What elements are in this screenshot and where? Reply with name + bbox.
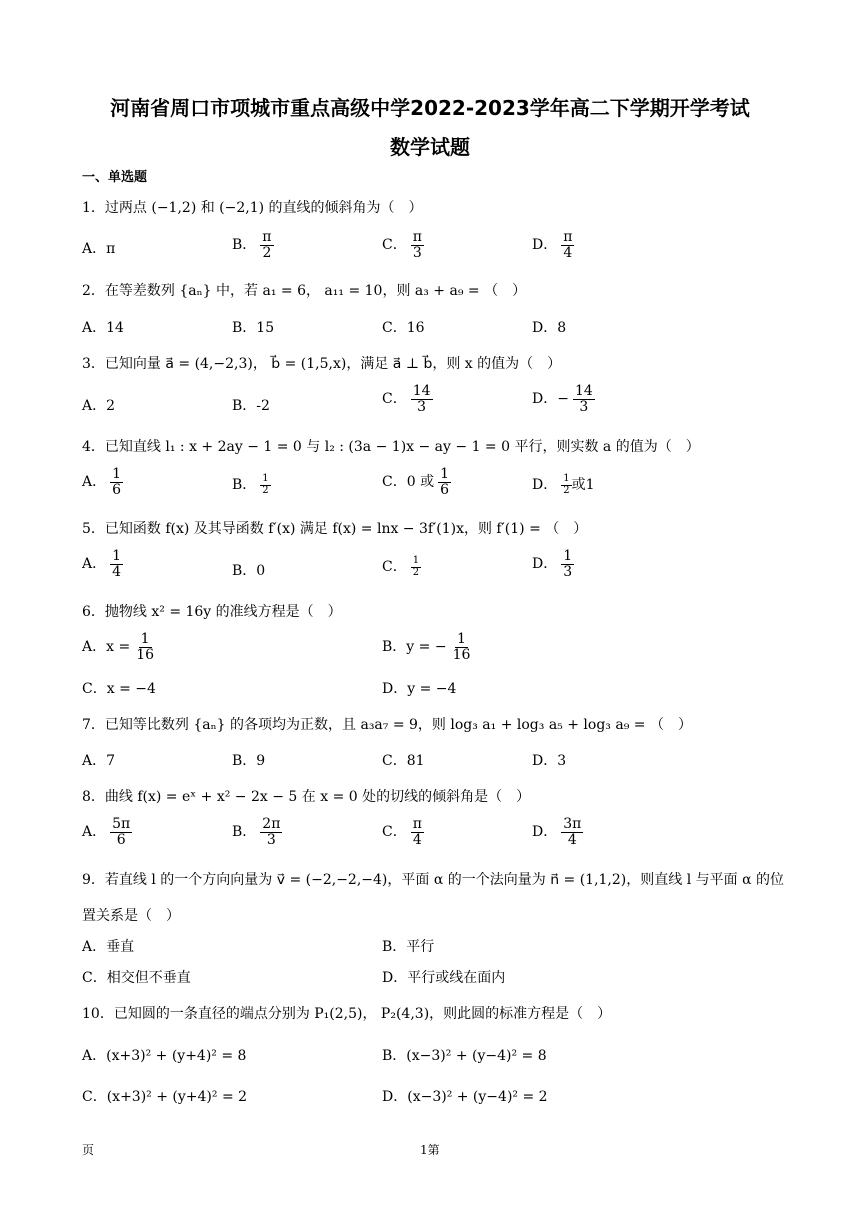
question-2-option-c: C．16: [382, 320, 425, 336]
question-5-option-a: A． $\frac{1}{4}$: [82, 548, 122, 580]
question-8-option-d: D． $\frac{3\pi}{4}$: [532, 816, 582, 848]
question-7-option-c: C．81: [382, 753, 425, 769]
question-1-stem: 1．过两点 (−1,2) 和 (−2,1) 的直线的倾斜角为（ ）: [82, 200, 423, 216]
question-3-option-d: D．− $\frac{14}{3}$: [532, 383, 593, 415]
question-8-option-c: C． $\frac{\pi}{4}$: [382, 816, 422, 848]
question-2-stem: 2．在等差数列 {aₙ} 中，若 a₁ = 6， a₁₁ = 10，则 a₃ + a₉ = （ ）: [82, 283, 527, 299]
question-1-option-a: A．π: [82, 241, 116, 257]
question-10-option-c: C．(x+3)² + (y+4)² = 2: [82, 1089, 248, 1105]
question-9-option-b: B．平行: [382, 939, 435, 955]
question-3-option-b: B．-2: [232, 398, 270, 414]
question-5-stem: 5．已知函数 f(x) 及其导函数 f′(x) 满足 f(x) = lnx − 3f′(1)x，则 f′(1) = （ ）: [82, 521, 588, 537]
question-1-option-c: C． $\frac{\pi}{3}$: [382, 229, 422, 261]
question-7-stem: 7．已知等比数列 {aₙ} 的各项均为正数，且 a₃a₇ = 9，则 log₃ a₁ + log₃ a₅ + log₃ a₉ = （ ）: [82, 717, 692, 733]
footer-page-number: 1第: [420, 1143, 440, 1157]
question-2-option-d: D．8: [532, 320, 567, 336]
question-6-option-d: D．y = −4: [382, 681, 457, 697]
question-9-option-c: C．相交但不垂直: [82, 970, 191, 986]
question-7-option-b: B．9: [232, 753, 266, 769]
question-3-option-c: C． $\frac{14}{3}$: [382, 383, 431, 415]
question-5-option-c: C． $\frac{1}{2}$: [382, 555, 420, 578]
question-4-option-d: D． $\frac{1}{2}$ 或1: [532, 473, 595, 496]
question-4-option-c: C．0 或 $\frac{1}{6}$: [382, 466, 449, 498]
question-10-stem: 10．已知圆的一条直径的端点分别为 P₁(2,5)， P₂(4,3)，则此圆的标准方程是（ ）: [82, 1006, 612, 1022]
question-2-option-a: A．14: [82, 320, 124, 336]
question-1-option-d: D． $\frac{\pi}{4}$: [532, 229, 573, 261]
question-3-stem: 3．已知向量 a⃗ = (4,−2,3)， b⃗ = (1,5,x)，满足 a⃗ ⊥ b⃗，则 x 的值为（ ）: [82, 356, 562, 372]
document-subtitle: 数学试题: [390, 135, 470, 159]
section-heading: 一、单选题: [82, 170, 148, 185]
question-6-option-b: B．y = − $\frac{1}{16}$: [382, 631, 471, 663]
question-6-option-a: A．x = $\frac{1}{16}$: [82, 631, 155, 663]
question-6-option-c: C．x = −4: [82, 681, 156, 697]
question-9-stem-continued: 置关系是（ ）: [82, 908, 180, 924]
question-10-option-d: D．(x−3)² + (y−4)² = 2: [382, 1089, 548, 1105]
footer-left: 页: [82, 1143, 95, 1157]
question-4-option-a: A． $\frac{1}{6}$: [82, 466, 122, 498]
question-10-option-b: B．(x−3)² + (y−4)² = 8: [382, 1048, 547, 1064]
question-8-option-a: A． $\frac{5\pi}{6}$: [82, 816, 131, 848]
question-5-option-b: B．0: [232, 563, 266, 579]
question-8-option-b: B． $\frac{2\pi}{3}$: [232, 816, 281, 848]
question-9-option-d: D．平行或线在面内: [382, 970, 506, 986]
question-4-option-b: B． $\frac{1}{2}$: [232, 473, 269, 496]
question-7-option-a: A．7: [82, 753, 116, 769]
question-3-option-a: A．2: [82, 398, 116, 414]
question-6-stem: 6．抛物线 x² = 16y 的准线方程是（ ）: [82, 604, 342, 620]
question-2-option-b: B．15: [232, 320, 275, 336]
question-9-option-a: A．垂直: [82, 939, 135, 955]
question-7-option-d: D．3: [532, 753, 567, 769]
document-title: 河南省周口市项城市重点高级中学2022-2023学年高二下学期开学考试: [110, 96, 750, 120]
question-1-option-b: B． $\frac{\pi}{2}$: [232, 229, 272, 261]
question-4-stem: 4．已知直线 l₁ : x + 2ay − 1 = 0 与 l₂ : (3a − 1)x − ay − 1 = 0 平行，则实数 a 的值为（ ）: [82, 439, 700, 455]
question-9-stem: 9．若直线 l 的一个方向向量为 v⃗ = (−2,−2,−4)，平面 α 的一个法向量为 n⃗ = (1,1,2)，则直线 l 与平面 α 的位: [82, 872, 784, 888]
question-5-option-d: D． $\frac{1}{3}$: [532, 548, 573, 580]
question-8-stem: 8．曲线 f(x) = eˣ + x² − 2x − 5 在 x = 0 处的切线的倾斜角是（ ）: [82, 789, 531, 805]
question-10-option-a: A．(x+3)² + (y+4)² = 8: [82, 1048, 247, 1064]
